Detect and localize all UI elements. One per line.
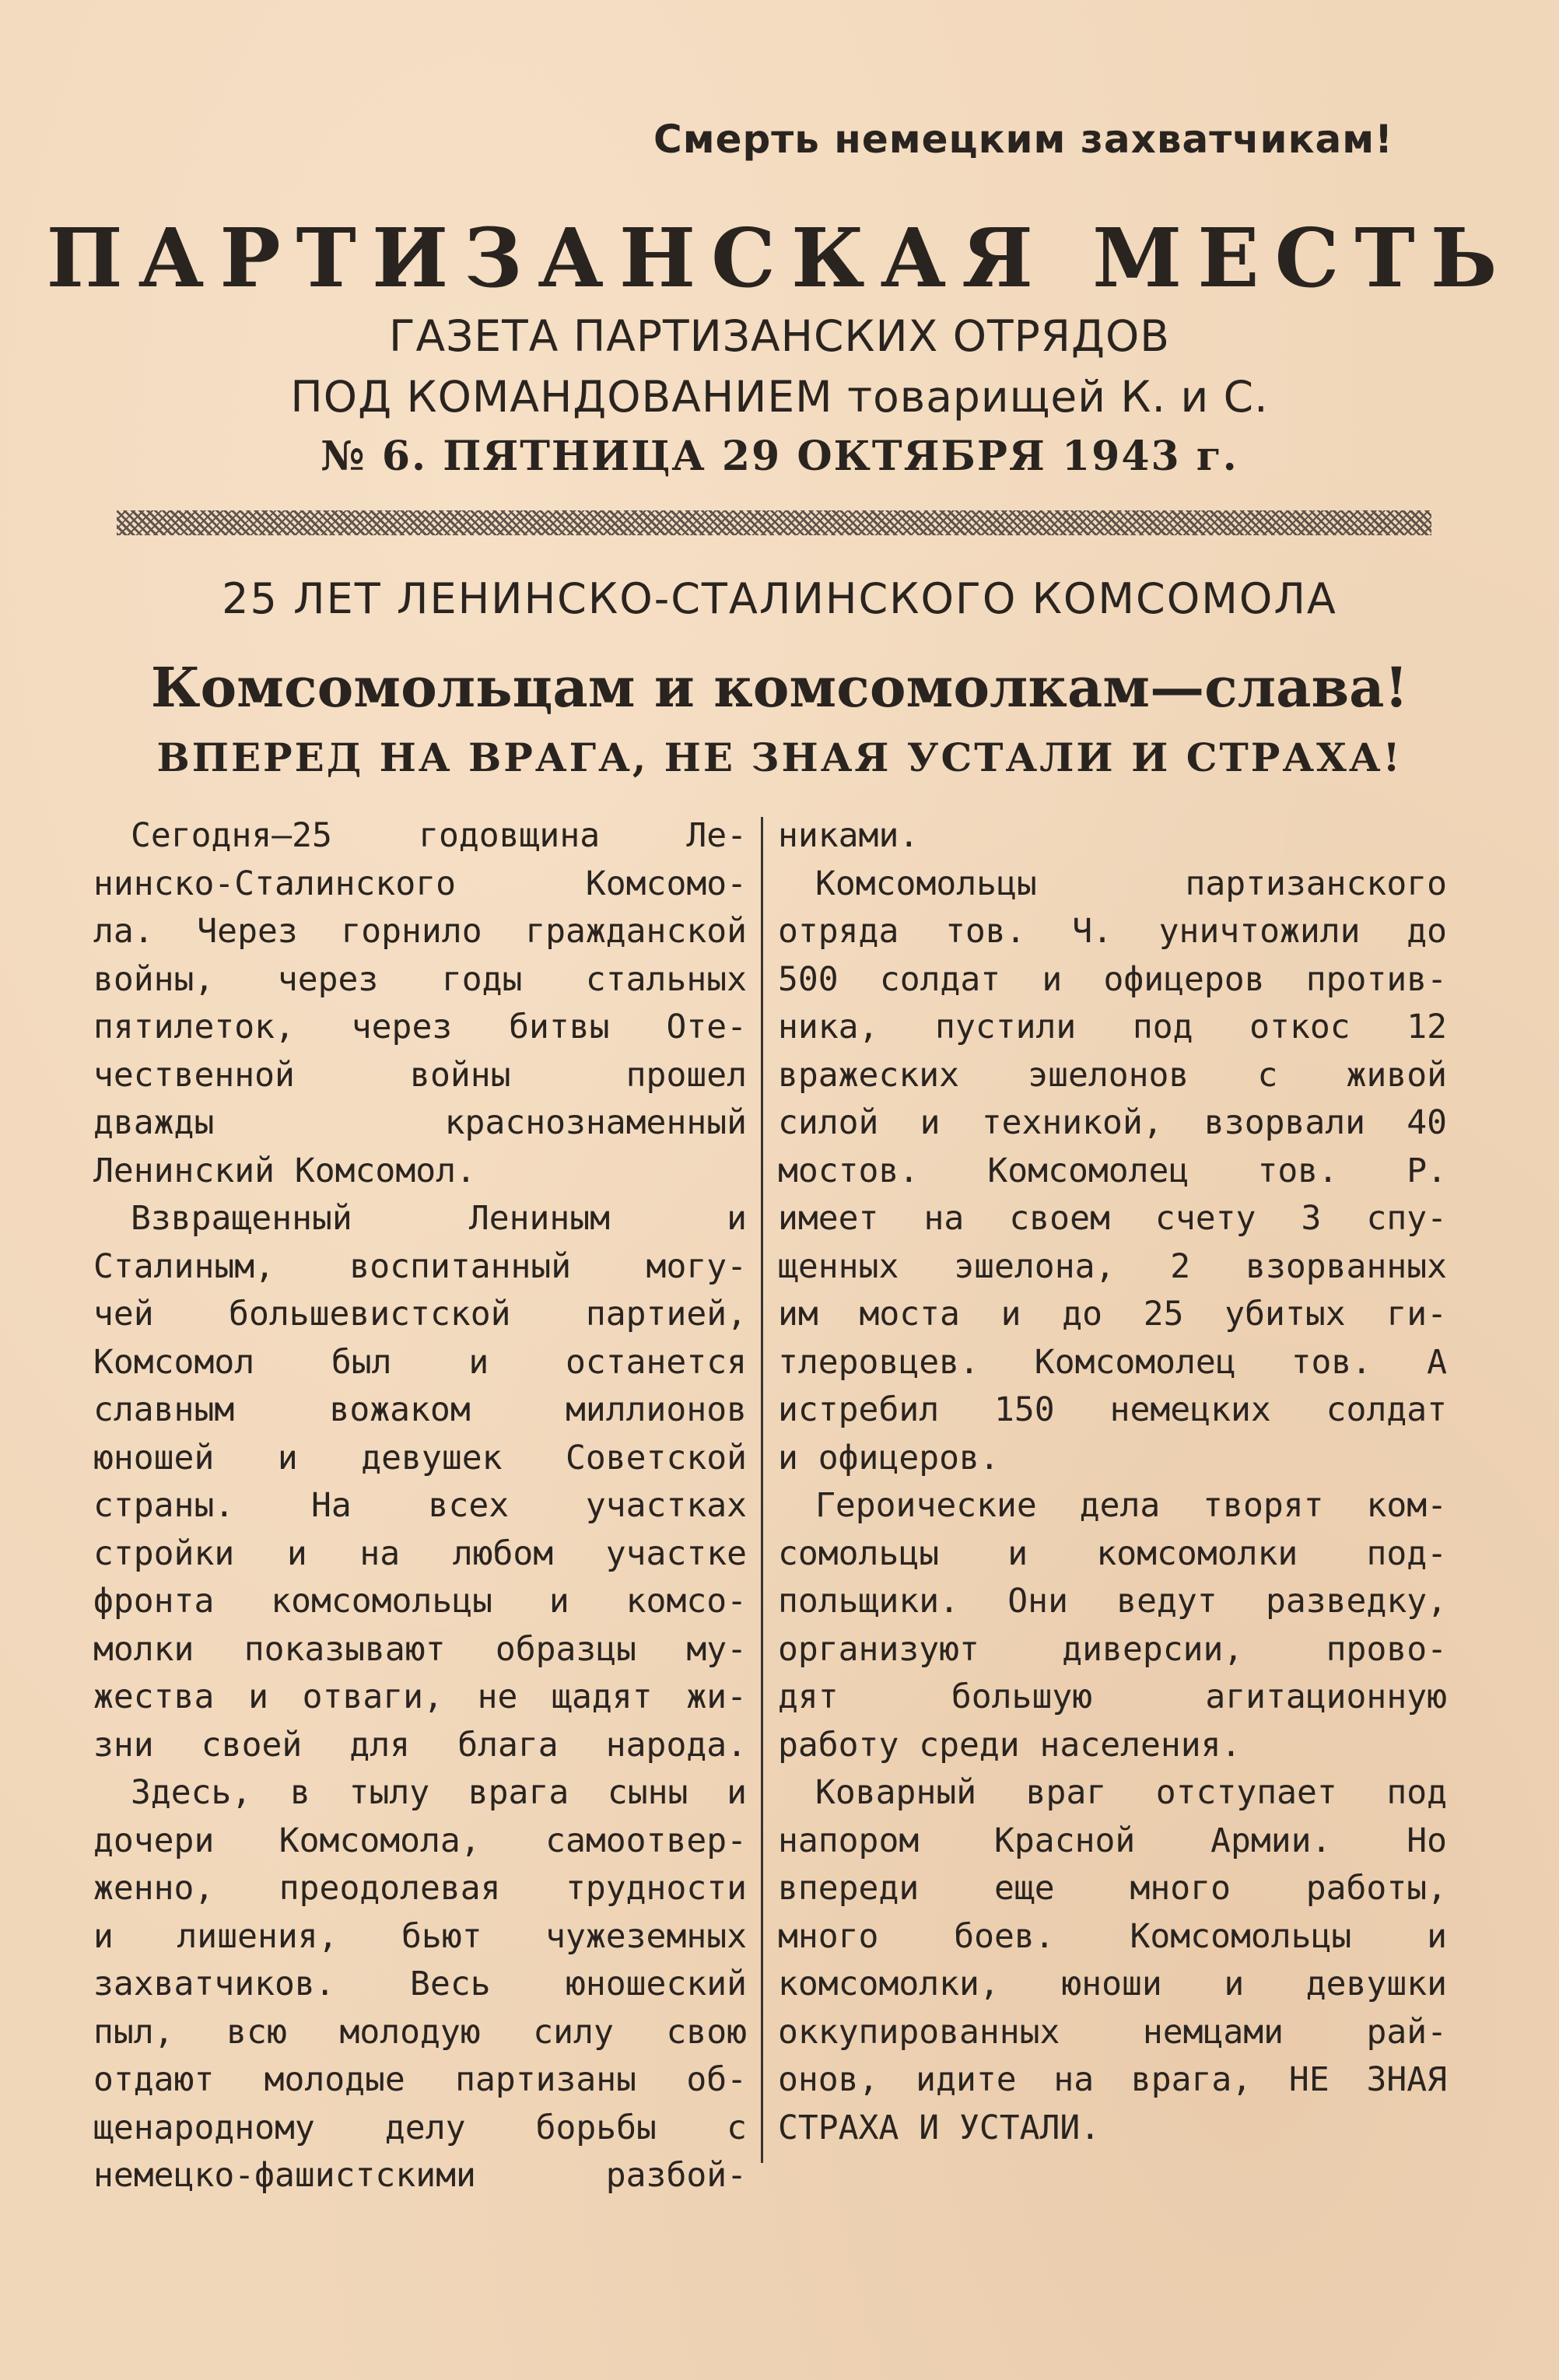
masthead-title: ПАРТИЗАНСКАЯ МЕСТЬ: [46, 210, 1513, 306]
text-line: отряда тов. Ч. уничтожили до: [778, 912, 1447, 951]
column-divider: [761, 817, 763, 2163]
text-line: Ленинский Комсомол.: [93, 1151, 476, 1190]
text-line: Комсомольцы партизанского: [815, 864, 1447, 903]
text-line: щенародному делу борьбы с: [93, 2108, 747, 2147]
text-line: пятилеток, через битвы Оте-: [93, 1008, 747, 1046]
text-line: и лишения, бьют чужеземных: [93, 1916, 747, 1956]
text-line: Героические дела творят ком-: [815, 1486, 1447, 1525]
text-line: силой и техникой, взорвали 40: [778, 1103, 1447, 1142]
text-line: отдают молодые партизаны об-: [93, 2060, 747, 2099]
text-line: тлеровцев. Комсомолец тов. А: [778, 1342, 1447, 1382]
text-line: дважды краснознаменный: [93, 1103, 747, 1142]
text-line: немецко-фашистскими разбой-: [93, 2156, 747, 2195]
text-line: вражеских эшелонов с живой: [778, 1055, 1447, 1095]
text-line: дочери Комсомола, самоотвер-: [93, 1821, 747, 1860]
article-kicker: 25 ЛЕТ ЛЕНИНСКО-СТАЛИНСКОГО КОМСОМОЛА: [222, 574, 1337, 623]
article-headline: Комсомольцам и комсомолкам—слава!: [150, 655, 1409, 720]
text-line: польщики. Они ведут разведку,: [778, 1582, 1447, 1621]
text-line: войны, через годы стальных: [93, 959, 747, 999]
text-line: молки показывают образцы му-: [93, 1629, 747, 1669]
text-line: славным вожаком миллионов: [93, 1390, 747, 1429]
text-line: комсомолки, юноши и девушки: [778, 1965, 1447, 2003]
text-line: ника, пустили под откос 12: [778, 1008, 1447, 1046]
masthead-subtitle-line1: ГАЗЕТА ПАРТИЗАНСКИХ ОТРЯДОВ: [388, 311, 1171, 361]
text-line: женно, преодолевая трудности: [93, 1869, 747, 1908]
text-line: им моста и до 25 убитых ги-: [778, 1295, 1447, 1334]
text-line: зни своей для блага народа.: [93, 1725, 747, 1765]
text-line: жества и отваги, не щадят жи-: [93, 1677, 747, 1716]
text-line: нинско-Сталинского Комсомо-: [93, 864, 747, 903]
text-line: СТРАХА И УСТАЛИ.: [778, 2108, 1101, 2147]
text-line: мостов. Комсомолец тов. Р.: [778, 1151, 1447, 1190]
text-line: Комсомол был и останется: [93, 1342, 747, 1382]
text-line: Здесь, в тылу врага сыны и: [131, 1773, 747, 1812]
text-line: оккупированных немцами рай-: [778, 2012, 1447, 2052]
text-line: работу среди населения.: [778, 1725, 1242, 1765]
text-line: пыл, всю молодую силу свою: [93, 2012, 747, 2052]
text-line: Сегодня—25 годовщина Ле-: [131, 816, 747, 855]
slogan: Смерть немецким захватчикам!: [653, 117, 1393, 162]
text-line: ла. Через горнило гражданской: [93, 912, 747, 951]
issue-line: № 6. ПЯТНИЦА 29 ОКТЯБРЯ 1943 г.: [321, 433, 1238, 480]
text-line: имеет на своем счету 3 спу-: [778, 1199, 1447, 1238]
text-line: Коварный враг отступает под: [815, 1773, 1447, 1812]
text-line: дят большую агитационную: [778, 1677, 1447, 1716]
text-line: истребил 150 немецких солдат: [778, 1390, 1447, 1429]
text-line: организуют диверсии, прово-: [778, 1629, 1447, 1669]
ornamental-divider: [117, 510, 1431, 535]
text-line: страны. На всех участках: [93, 1486, 747, 1525]
text-line: и офицеров.: [778, 1438, 1000, 1477]
text-line: сомольцы и комсомолки под-: [778, 1534, 1447, 1573]
text-line: напором Красной Армии. Но: [778, 1821, 1447, 1860]
article-right-column: [778, 812, 1447, 2152]
text-line: Взвращенный Лениным и: [131, 1199, 747, 1238]
text-line: много боев. Комсомольцы и: [778, 1916, 1447, 1956]
text-line: онов, идите на врага, НЕ ЗНАЯ: [778, 2060, 1447, 2099]
text-line: юношей и девушек Советской: [93, 1438, 747, 1477]
text-line: щенных эшелона, 2 взорванных: [778, 1246, 1447, 1286]
text-line: чей большевистской партией,: [93, 1295, 747, 1334]
text-line: стройки и на любом участке: [93, 1534, 747, 1573]
text-line: впереди еще много работы,: [778, 1869, 1447, 1908]
text-line: 500 солдат и офицеров против-: [778, 959, 1447, 999]
text-line: фронта комсомольцы и комсо-: [93, 1582, 747, 1621]
text-line: чественной войны прошел: [93, 1055, 747, 1095]
text-line: никами.: [778, 816, 920, 855]
article-left-column: [93, 812, 747, 2200]
text-line: захватчиков. Весь юношеский: [93, 1965, 747, 2003]
text-line: Сталиным, воспитанный могу-: [93, 1246, 747, 1286]
masthead-subtitle-line2: ПОД КОМАНДОВАНИЕМ товарищей К. и С.: [290, 372, 1269, 422]
article-subheadline: ВПЕРЕД НА ВРАГА, НЕ ЗНАЯ УСТАЛИ И СТРАХА!: [156, 734, 1403, 780]
